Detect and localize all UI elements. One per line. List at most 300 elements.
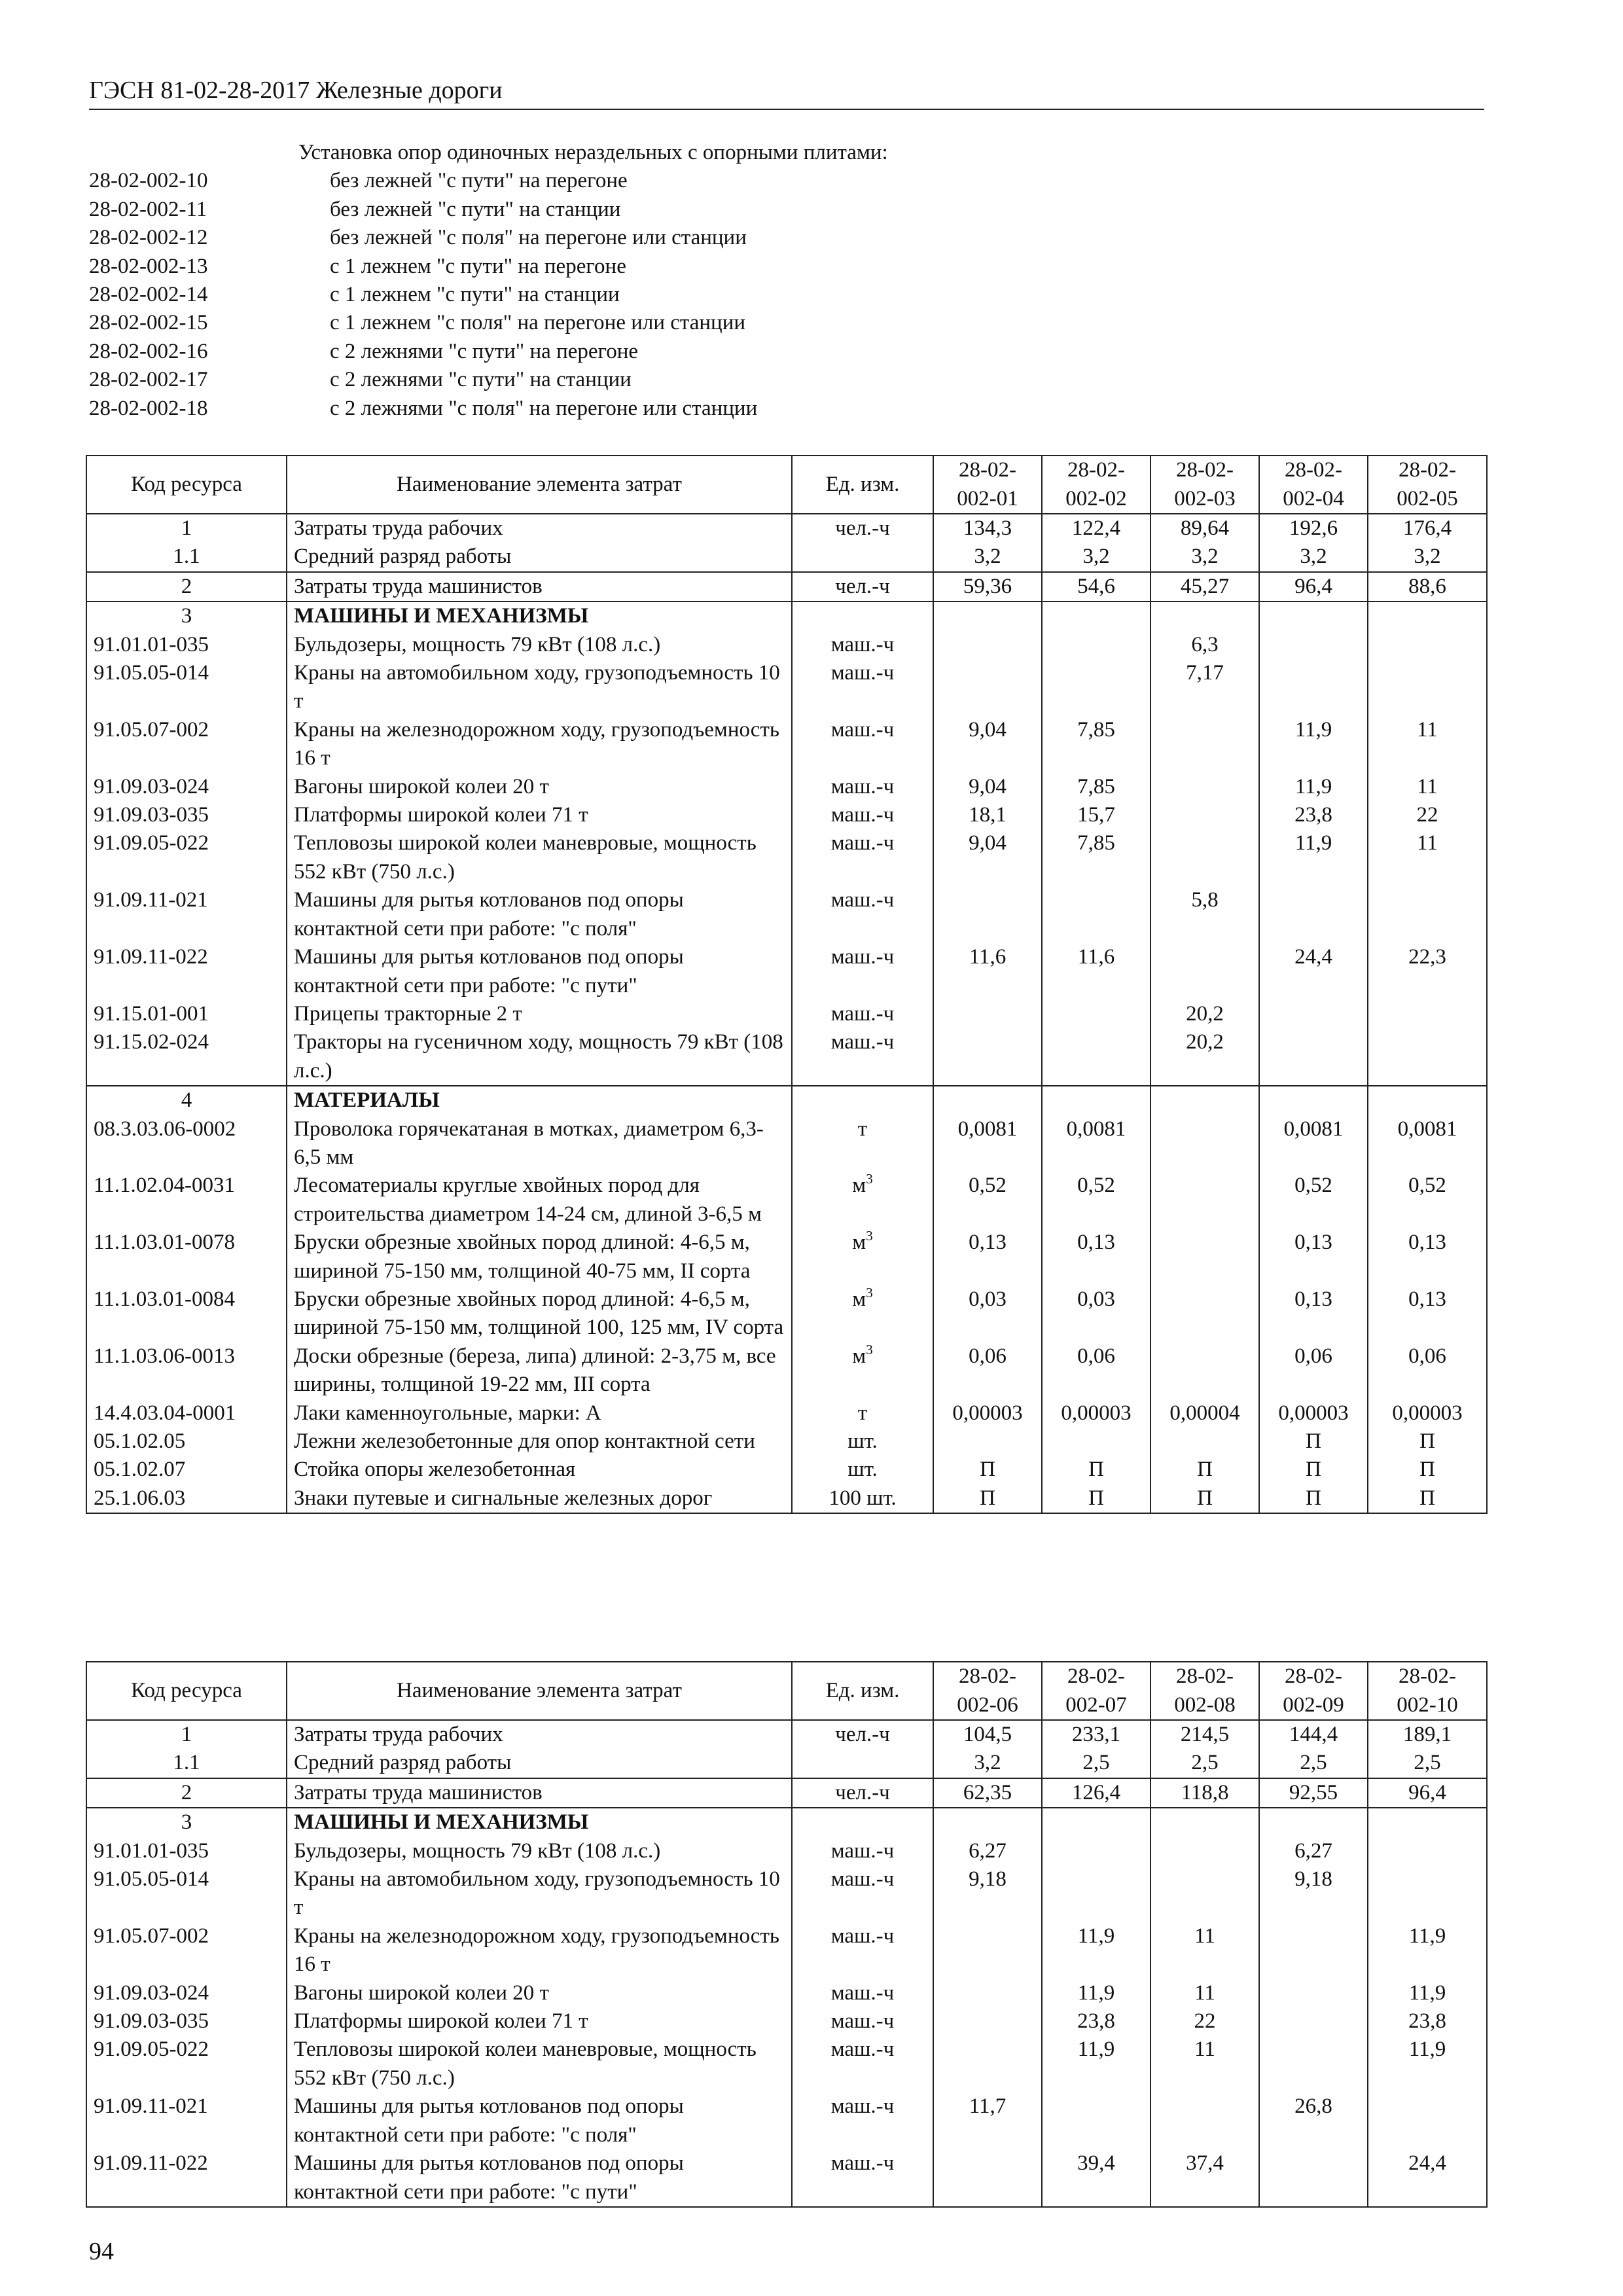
norm-value: 18,1: [933, 801, 1042, 829]
unit: шт.: [847, 1429, 878, 1453]
unit: маш.-ч: [830, 2009, 895, 2034]
norm-value: [1150, 1808, 1259, 1837]
norm-value: 37,4: [1150, 2149, 1259, 2207]
norm-value: [1150, 1115, 1259, 1172]
table-row: [86, 1922, 1487, 1979]
table-row: [86, 886, 1487, 943]
page-number: 94: [89, 2238, 114, 2265]
resource-code: 25.1.06.03: [86, 1484, 287, 1513]
resource-code: 1.1: [86, 543, 287, 571]
norm-value: 0,13: [1042, 1229, 1150, 1285]
unit-exponent: 3: [866, 1228, 873, 1244]
norm-value: [1368, 886, 1487, 943]
norm-value: 24,4: [1259, 943, 1368, 1000]
column-header: 28-02- 002-09: [1259, 1662, 1368, 1720]
norm-value: 45,27: [1150, 572, 1259, 601]
norm-value: [933, 601, 1042, 630]
resource-code: 91.09.03-024: [86, 1979, 287, 2007]
resource-code: 11.1.03.01-0084: [86, 1285, 287, 1342]
unit: маш.-ч: [830, 2151, 895, 2176]
resource-code: 91.05.07-002: [86, 1922, 287, 1979]
norm-value: [1259, 1028, 1368, 1086]
norm-value: 15,7: [1042, 801, 1150, 829]
table-row: [86, 572, 1487, 601]
norm-value: 0,0081: [1259, 1115, 1368, 1172]
intro-heading: Установка опор одиночных нераздельных с опорными плитами:: [298, 141, 888, 164]
norm-value: [1368, 1086, 1487, 1115]
document-title: ГЭСН 81-02-28-2017 Железные дороги: [89, 77, 503, 104]
norm-value: 3,2: [933, 1749, 1042, 1778]
norm-value: [1042, 1427, 1150, 1456]
unit-cell: [792, 1456, 933, 1484]
column-header: 28-02- 002-06: [933, 1662, 1042, 1720]
intro-item-code: 28-02-002-18: [89, 396, 208, 420]
intro-item: [89, 167, 1484, 195]
unit-cell: [792, 1229, 933, 1285]
unit-cell: [792, 1115, 933, 1172]
norm-value: [1042, 1865, 1150, 1922]
unit: чел.-ч: [835, 1780, 890, 1804]
intro-item-text: с 1 лежнем "с поля" на перегоне или станции: [330, 311, 746, 335]
resource-code: 91.05.05-014: [86, 659, 287, 716]
cost-element-name: Краны на автомобильном ходу, грузоподъемность 10 т: [287, 659, 792, 716]
resource-code: 91.09.03-035: [86, 801, 287, 829]
norm-value: 0,03: [1042, 1285, 1150, 1342]
intro-item: [89, 196, 1484, 224]
column-header: 28-02- 002-02: [1042, 456, 1150, 514]
norm-value: 0,00004: [1150, 1399, 1259, 1427]
norm-value: 22: [1368, 801, 1487, 829]
column-header: Наименование элемента затрат: [287, 456, 792, 514]
table-row: [86, 1837, 1487, 1865]
resource-code: 3: [86, 601, 287, 630]
norm-value: 92,55: [1259, 1778, 1368, 1808]
norm-value: 3,2: [1150, 543, 1259, 571]
unit-cell: [792, 2036, 933, 2092]
norm-value: 6,3: [1150, 631, 1259, 659]
table-row: [86, 1000, 1487, 1028]
norm-value: П: [933, 1484, 1042, 1513]
norm-value: 7,17: [1150, 659, 1259, 716]
norm-value: 11,9: [1042, 2036, 1150, 2092]
cost-element-name: Тепловозы широкой колеи маневровые, мощность 552 кВт (750 л.с.): [287, 829, 792, 886]
norm-value: 6,27: [1259, 1837, 1368, 1865]
resource-code: 2: [86, 1778, 287, 1808]
column-header: 28-02- 002-10: [1368, 1662, 1487, 1720]
resource-code: 91.09.11-021: [86, 886, 287, 943]
norm-value: 96,4: [1368, 1778, 1487, 1808]
intro-item: [89, 224, 1484, 252]
intro-item-text: с 1 лежнем "с пути" на перегоне: [330, 254, 626, 278]
norm-value: 39,4: [1042, 2149, 1150, 2207]
intro-item-text: с 2 лежнями "с поля" на перегоне или станции: [330, 396, 758, 420]
norm-value: [1150, 1172, 1259, 1229]
cost-element-name: Машины для рытья котлованов под опоры контактной сети при работе: "с пути": [287, 2149, 792, 2207]
table-row: [86, 801, 1487, 829]
norm-value: П: [1042, 1484, 1150, 1513]
norm-value: [1259, 1808, 1368, 1837]
norm-value: 0,00003: [1042, 1399, 1150, 1427]
norm-value: [1368, 1837, 1487, 1865]
norm-value: 0,52: [1259, 1172, 1368, 1229]
norm-value: 9,04: [933, 773, 1042, 801]
intro-item: [89, 366, 1484, 394]
norm-value: [933, 1086, 1042, 1115]
norm-value: 0,13: [1259, 1285, 1368, 1342]
unit: маш.-ч: [830, 1981, 895, 2005]
unit: м: [852, 1287, 866, 1311]
intro-item: [89, 309, 1484, 337]
table-row: [86, 1749, 1487, 1778]
unit-cell: [792, 1979, 933, 2007]
norm-value: [1042, 601, 1150, 630]
unit: маш.-ч: [830, 803, 895, 827]
unit-cell: [792, 514, 933, 543]
intro-item: [89, 395, 1484, 423]
unit: маш.-ч: [830, 945, 895, 969]
norm-value: 0,13: [1368, 1229, 1487, 1285]
norm-value: П: [1042, 1456, 1150, 1484]
unit-cell: [792, 1285, 933, 1342]
unit: чел.-ч: [835, 574, 890, 598]
norm-value: 20,2: [1150, 1028, 1259, 1086]
norm-value: [1042, 2092, 1150, 2149]
table-header-row: [86, 456, 1487, 514]
unit-cell: [792, 1399, 933, 1427]
norm-value: 24,4: [1368, 2149, 1487, 2207]
norm-value: [1150, 1865, 1259, 1922]
cost-element-name: Краны на железнодорожном ходу, грузоподъемность 16 т: [287, 716, 792, 773]
cost-element-name: Машины для рытья котлованов под опоры контактной сети при работе: "с пути": [287, 943, 792, 1000]
cost-element-name: Вагоны широкой колеи 20 т: [287, 1979, 792, 2007]
unit-cell: [792, 801, 933, 829]
unit-cell: [792, 943, 933, 1000]
intro-item-text: без лежней "с поля" на перегоне или станции: [330, 226, 747, 250]
resource-code: 2: [86, 572, 287, 601]
intro-item-code: 28-02-002-15: [89, 311, 208, 335]
norm-value: [1150, 1285, 1259, 1342]
unit: маш.-ч: [830, 831, 895, 855]
norm-value: [1368, 1808, 1487, 1837]
unit-cell: [792, 2149, 933, 2207]
intro-item-code: 28-02-002-11: [89, 197, 207, 221]
norm-value: 0,00003: [1368, 1399, 1487, 1427]
unit-cell: [792, 572, 933, 601]
norm-value: 0,52: [1368, 1172, 1487, 1229]
norm-value: 11,9: [1259, 829, 1368, 886]
norm-value: 22,3: [1368, 943, 1487, 1000]
unit-exponent: 3: [866, 1341, 873, 1357]
norm-value: [1259, 2007, 1368, 2036]
resource-code: 91.15.02-024: [86, 1028, 287, 1086]
norm-value: [1042, 1000, 1150, 1028]
norm-value: [1150, 1086, 1259, 1115]
table-row: [86, 1778, 1487, 1808]
cost-element-name: Краны на автомобильном ходу, грузоподъемность 10 т: [287, 1865, 792, 1922]
table-row: [86, 514, 1487, 543]
norm-value: 7,85: [1042, 773, 1150, 801]
norm-value: 23,8: [1259, 801, 1368, 829]
table-row: [86, 1028, 1487, 1086]
unit: м: [852, 1174, 866, 1198]
norm-value: 23,8: [1042, 2007, 1150, 2036]
norm-value: П: [1150, 1484, 1259, 1513]
unit-exponent: 3: [866, 1171, 873, 1187]
norm-value: 7,85: [1042, 716, 1150, 773]
cost-element-name: Затраты труда рабочих: [287, 514, 792, 543]
resource-code: 91.09.03-035: [86, 2007, 287, 2036]
norm-value: [1150, 1427, 1259, 1456]
resource-table-1: [86, 455, 1488, 1514]
intro-item-code: 28-02-002-13: [89, 254, 208, 278]
unit-cell: [792, 1749, 933, 1778]
cost-element-name: Платформы широкой колеи 71 т: [287, 2007, 792, 2036]
norm-value: 26,8: [1259, 2092, 1368, 2149]
norm-value: [1368, 601, 1487, 630]
unit-cell: [792, 2092, 933, 2149]
unit: маш.-ч: [830, 717, 895, 742]
norm-value: [1042, 659, 1150, 716]
table-row: [86, 716, 1487, 773]
norm-value: [1259, 2149, 1368, 2207]
norm-value: [933, 1979, 1042, 2007]
unit-cell: [792, 1172, 933, 1229]
table-row: [86, 1865, 1487, 1922]
column-header: Код ресурса: [86, 1662, 287, 1720]
unit: маш.-ч: [830, 774, 895, 798]
norm-value: 0,52: [1042, 1172, 1150, 1229]
unit-cell: [792, 1342, 933, 1399]
intro-item-text: с 2 лежнями "с пути" на перегоне: [330, 339, 639, 363]
unit: маш.-ч: [830, 888, 895, 912]
cost-element-name: Лесоматериалы круглые хвойных пород для строительства диаметром 14-24 см, длиной 3-6,5 м: [287, 1172, 792, 1229]
norm-value: [1259, 1922, 1368, 1979]
cost-element-name: Знаки путевые и сигнальные железных дорог: [287, 1484, 792, 1513]
cost-element-name: МАТЕРИАЛЫ: [287, 1086, 792, 1115]
resource-code: 91.15.01-001: [86, 1000, 287, 1028]
norm-value: 9,04: [933, 716, 1042, 773]
unit-cell: [792, 1922, 933, 1979]
unit-cell: [792, 716, 933, 773]
cost-element-name: Бульдозеры, мощность 79 кВт (108 л.с.): [287, 1837, 792, 1865]
norm-value: [1150, 716, 1259, 773]
unit-cell: [792, 1427, 933, 1456]
unit: чел.-ч: [835, 1723, 890, 1746]
intro-item-code: 28-02-002-14: [89, 283, 208, 307]
table-row: [86, 1427, 1487, 1456]
cost-element-name: Затраты труда рабочих: [287, 1720, 792, 1749]
norm-value: П: [1150, 1456, 1259, 1484]
cost-element-name: Затраты труда машинистов: [287, 1778, 792, 1808]
unit-cell: [792, 2007, 933, 2036]
norm-value: [1150, 1229, 1259, 1285]
norm-value: 0,06: [1368, 1342, 1487, 1399]
norm-value: П: [1368, 1456, 1487, 1484]
resource-code: 11.1.03.06-0013: [86, 1342, 287, 1399]
table-row: [86, 1172, 1487, 1229]
resource-code: 91.01.01-035: [86, 1837, 287, 1865]
norm-value: [1042, 1808, 1150, 1837]
table-row: [86, 1720, 1487, 1749]
norm-value: П: [933, 1456, 1042, 1484]
unit-cell: [792, 1778, 933, 1808]
unit-cell: [792, 543, 933, 571]
unit: маш.-ч: [830, 1867, 895, 1892]
unit-cell: [792, 601, 933, 630]
norm-value: 126,4: [1042, 1778, 1150, 1808]
norm-value: [1368, 659, 1487, 716]
norm-value: [1150, 773, 1259, 801]
intro-item-code: 28-02-002-16: [89, 339, 208, 363]
cost-element-name: Стойка опоры железобетонная: [287, 1456, 792, 1484]
norm-value: 11,9: [1259, 773, 1368, 801]
norm-value: 11: [1150, 1979, 1259, 2007]
resource-code: 05.1.02.05: [86, 1427, 287, 1456]
norm-value: [933, 1922, 1042, 1979]
norm-value: 89,64: [1150, 514, 1259, 543]
norm-value: 5,8: [1150, 886, 1259, 943]
norm-value: 3,2: [933, 543, 1042, 571]
unit-cell: [792, 1808, 933, 1837]
resource-code: 1: [86, 514, 287, 543]
norm-value: [1042, 886, 1150, 943]
norm-value: 88,6: [1368, 572, 1487, 601]
cost-element-name: Проволока горячекатаная в мотках, диаметром 6,3-6,5 мм: [287, 1115, 792, 1172]
intro-item-text: без лежней "с пути" на перегоне: [330, 169, 628, 193]
column-header: Ед. изм.: [792, 1662, 933, 1720]
resource-code: 05.1.02.07: [86, 1456, 287, 1484]
resource-code: 91.09.05-022: [86, 829, 287, 886]
norm-value: [933, 1000, 1042, 1028]
intro-item: [89, 253, 1484, 281]
norm-value: [933, 631, 1042, 659]
norm-value: [1259, 659, 1368, 716]
resource-code: 1: [86, 1720, 287, 1749]
norm-value: 6,27: [933, 1837, 1042, 1865]
norm-value: 0,13: [1259, 1229, 1368, 1285]
norm-value: 2,5: [1042, 1749, 1150, 1778]
norm-value: [1259, 886, 1368, 943]
cost-element-name: МАШИНЫ И МЕХАНИЗМЫ: [287, 601, 792, 630]
unit: м: [852, 1344, 866, 1368]
cost-element-name: Тракторы на гусеничном ходу, мощность 79 кВт (108 л.с.): [287, 1028, 792, 1086]
norm-value: [1042, 1028, 1150, 1086]
unit: маш.-ч: [830, 1030, 895, 1054]
norm-value: П: [1259, 1427, 1368, 1456]
column-header: Код ресурса: [86, 456, 287, 514]
unit: шт.: [847, 1458, 878, 1482]
table-row: [86, 2092, 1487, 2149]
norm-value: [1042, 1837, 1150, 1865]
unit: маш.-ч: [830, 2094, 895, 2119]
norm-value: 11: [1368, 716, 1487, 773]
norm-value: [1150, 1342, 1259, 1399]
norm-value: 9,18: [1259, 1865, 1368, 1922]
norm-value: 233,1: [1042, 1720, 1150, 1749]
unit-cell: [792, 631, 933, 659]
norm-value: 176,4: [1368, 514, 1487, 543]
unit: т: [857, 1401, 868, 1425]
unit: маш.-ч: [830, 2037, 895, 2062]
intro-block: [89, 139, 1484, 423]
norm-value: 7,85: [1042, 829, 1150, 886]
norm-value: 11: [1150, 1922, 1259, 1979]
cost-element-name: Затраты труда машинистов: [287, 572, 792, 601]
norm-value: [933, 2007, 1042, 2036]
norm-value: 22: [1150, 2007, 1259, 2036]
norm-value: [1259, 2036, 1368, 2092]
unit: маш.-ч: [830, 1001, 895, 1026]
norm-value: [1259, 1979, 1368, 2007]
resource-code: 91.09.11-022: [86, 943, 287, 1000]
resource-code: 1.1: [86, 1749, 287, 1778]
table-row: [86, 1342, 1487, 1399]
norm-value: 9,18: [933, 1865, 1042, 1922]
cost-element-name: МАШИНЫ И МЕХАНИЗМЫ: [287, 1808, 792, 1837]
cost-element-name: Платформы широкой колеи 71 т: [287, 801, 792, 829]
norm-value: [1368, 1000, 1487, 1028]
norm-value: 11,9: [1259, 716, 1368, 773]
norm-value: [1368, 1028, 1487, 1086]
norm-value: 0,13: [933, 1229, 1042, 1285]
section-row: [86, 1808, 1487, 1837]
norm-value: 214,5: [1150, 1720, 1259, 1749]
norm-value: 54,6: [1042, 572, 1150, 601]
norm-value: [1259, 631, 1368, 659]
cost-element-name: Бруски обрезные хвойных пород длиной: 4-6,5 м, шириной 75-150 мм, толщиной 100, 125 мм, IV сорта: [287, 1285, 792, 1342]
norm-value: 118,8: [1150, 1778, 1259, 1808]
resource-code: 91.09.11-021: [86, 2092, 287, 2149]
cost-element-name: Бульдозеры, мощность 79 кВт (108 л.с.): [287, 631, 792, 659]
intro-item-text: с 2 лежнями "с пути" на станции: [330, 368, 632, 392]
resource-code: 11.1.03.01-0078: [86, 1229, 287, 1285]
column-header: Наименование элемента затрат: [287, 1662, 792, 1720]
norm-value: 144,4: [1259, 1720, 1368, 1749]
norm-value: 3,2: [1368, 543, 1487, 571]
cost-element-name: Лаки каменноугольные, марки: А: [287, 1399, 792, 1427]
norm-value: 11,9: [1042, 1922, 1150, 1979]
norm-value: 2,5: [1150, 1749, 1259, 1778]
column-header: 28-02- 002-05: [1368, 456, 1487, 514]
norm-value: [1259, 601, 1368, 630]
norm-value: П: [1368, 1484, 1487, 1513]
norm-value: П: [1259, 1456, 1368, 1484]
norm-value: 11: [1150, 2036, 1259, 2092]
unit-cell: [792, 1865, 933, 1922]
resource-code: 91.09.11-022: [86, 2149, 287, 2207]
norm-value: 11: [1368, 773, 1487, 801]
norm-value: 104,5: [933, 1720, 1042, 1749]
norm-value: 0,06: [1042, 1342, 1150, 1399]
cost-element-name: Доски обрезные (береза, липа) длиной: 2-3,75 м, все ширины, толщиной 19-22 мм, III сорта: [287, 1342, 792, 1399]
intro-item: [89, 281, 1484, 309]
norm-value: 11,9: [1368, 1979, 1487, 2007]
norm-value: [1368, 1865, 1487, 1922]
cost-element-name: Вагоны широкой колеи 20 т: [287, 773, 792, 801]
norm-value: [1150, 601, 1259, 630]
column-header: 28-02- 002-03: [1150, 456, 1259, 514]
cost-element-name: Краны на железнодорожном ходу, грузоподъемность 16 т: [287, 1922, 792, 1979]
unit: маш.-ч: [830, 1924, 895, 1948]
norm-value: 192,6: [1259, 514, 1368, 543]
norm-value: [933, 886, 1042, 943]
unit-cell: [792, 659, 933, 716]
norm-value: 11,7: [933, 2092, 1042, 2149]
unit-cell: [792, 1000, 933, 1028]
cost-element-name: Машины для рытья котлованов под опоры контактной сети при работе: "с поля": [287, 2092, 792, 2149]
norm-value: [1150, 829, 1259, 886]
unit-cell: [792, 773, 933, 801]
